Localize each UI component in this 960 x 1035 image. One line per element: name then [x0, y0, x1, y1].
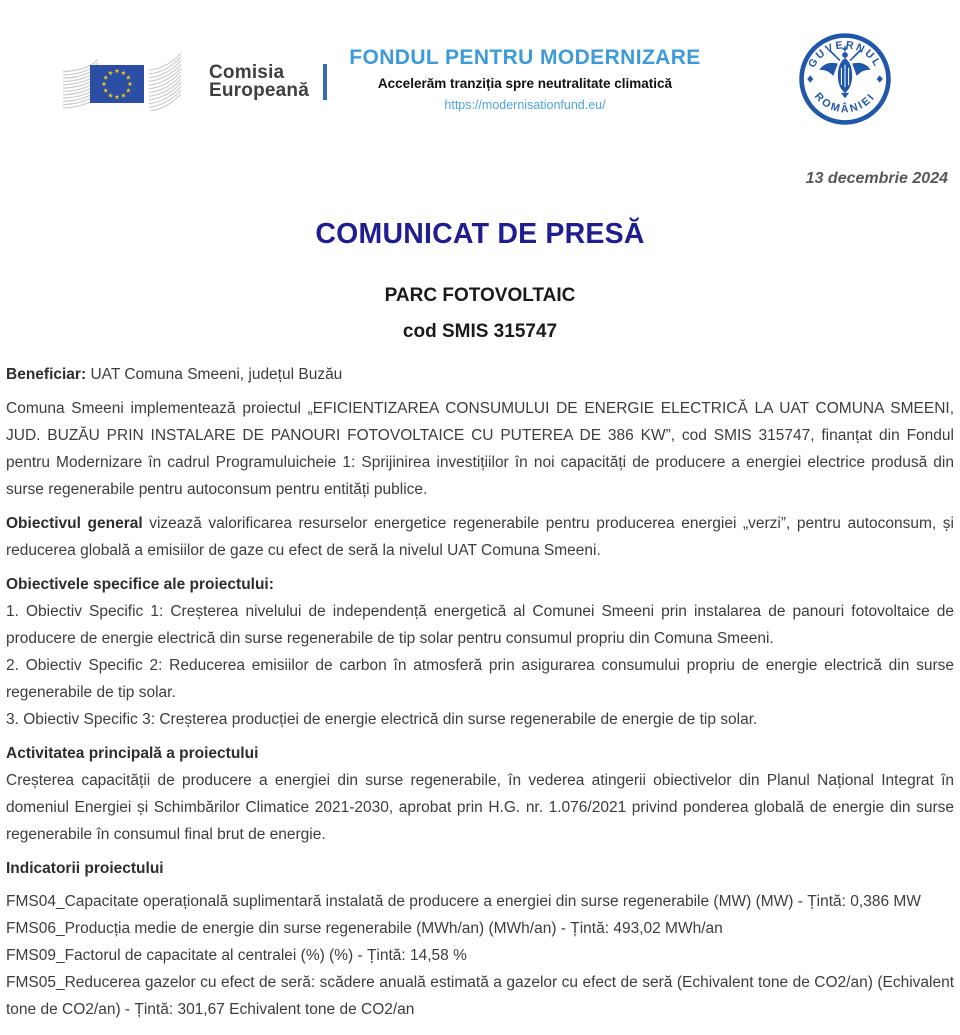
project-name-subtitle: PARC FOTOVOLTAIC: [384, 285, 576, 306]
fund-url-link[interactable]: https://modernisationfund.eu/: [444, 98, 606, 112]
fund-subtitle: Accelerăm tranziția spre neutralitate climatică: [377, 76, 673, 91]
beneficiary-value: UAT Comuna Smeeni, județul Buzău: [90, 366, 343, 383]
general-objective-paragraph: [6, 510, 954, 564]
eu-logo-wordmark: [209, 61, 309, 101]
document-date: 13 decembrie 2024: [805, 170, 948, 187]
paragraph-text: Comuna Smeeni implementează proiectul „EFICIENTIZAREA CONSUMULUI DE ENERGIE ELECTRICĂ LA UAT COMUNA SMEENI, JUD. BUZĂU PRIN INSTALARE DE PANOURI FOTOVOLTAICE CU PUTEREA DE 386 KW”, cod SMIS 315747, finanțat din Fondul pentru Modernizare în cadrul Programuluicheie 1: Sprijinirea investițiilor în noi capacități de producere a energiei electrice produsă din surse regenerabile pentru autoconsum pentru entități publice.: [6, 400, 954, 498]
specific-objective-item: 1. Obiectiv Specific 1: Creșterea nivelului de independență energetică al Comunei Smeeni prin instalarea de panouri fotovoltaice de producere de energie electrică din surse regenerabile de tip solar pentru consumul propriu din Comuna Smeeni.: [6, 603, 954, 647]
modernisation-fund-header: [330, 46, 720, 112]
general-objective-text: vizează valorificarea resurselor energetice regenerabile pentru producerea energiei „verzi”, pentru autoconsum, și reducerea globală a emisiilor de gaze cu efect de seră la nivelul UAT Comuna Smeeni.: [6, 515, 954, 559]
indicators-heading: Indicatorii proiectului: [6, 860, 164, 877]
svg-text:★: ★: [120, 92, 127, 100]
beneficiary-line: [6, 361, 954, 388]
eu-logo-text-line1: Comisia: [209, 61, 285, 83]
svg-text:★: ★: [127, 81, 133, 89]
page-title: COMUNICAT DE PRESĂ: [315, 218, 645, 250]
main-activity-heading: Activitatea principală a proiectului: [6, 745, 259, 762]
svg-text:★: ★: [114, 94, 120, 102]
svg-text:★: ★: [120, 69, 127, 77]
svg-text:★: ★: [107, 69, 114, 77]
fund-title: FONDUL PENTRU MODERNIZARE: [349, 46, 701, 69]
document-body: [0, 361, 960, 1023]
document-header: [0, 0, 960, 148]
specific-objective-item: 2. Obiectiv Specific 2: Reducerea emisiilor de carbon în atmosferă prin asigurarea consumului propriu de energie electrică din surse regenerabile de tip solar.: [6, 657, 954, 701]
beneficiary-label: Beneficiar:: [6, 366, 87, 383]
european-commission-logo: [63, 53, 327, 111]
svg-text:★: ★: [101, 81, 107, 89]
romanian-government-seal-icon: [799, 33, 891, 125]
specific-objectives-section: [6, 571, 954, 733]
indicator-item: FMS06_Producția medie de energie din surse regenerabile (MWh/an) (MWh/an) - Țintă: 493,02 MWh/an: [6, 920, 723, 937]
svg-text:★: ★: [102, 87, 109, 95]
indicator-item: FMS04_Capacitate operațională suplimentară instalată de producere a energiei din surse regenerabile (MW) (MW) - Țintă: 0,386 MW: [6, 893, 921, 910]
eu-logo-text-line2: Europeană: [209, 80, 309, 101]
indicator-item: FMS09_Factorul de capacitate al centralei (%) (%) - Țintă: 14,58 %: [6, 947, 467, 964]
indicators-section: [6, 855, 954, 1023]
specific-objectives-heading: Obiectivele specifice ale proiectului:: [6, 576, 274, 593]
specific-objective-item: 3. Obiectiv Specific 3: Creșterea producției de energie electrică din surse regenerabile de energie de tip solar.: [6, 711, 758, 728]
gov-seal-bottom-text: ROMÂNIEI: [811, 90, 879, 116]
eu-logo-divider-bar: [323, 64, 327, 100]
project-description-paragraph: [6, 395, 954, 503]
svg-text:★: ★: [125, 87, 132, 95]
eu-flag-icon: [63, 53, 195, 111]
general-objective-label: Obiectivul general: [6, 515, 143, 532]
svg-text:★: ★: [102, 74, 109, 82]
gov-seal-top-text: GUVERNUL: [806, 39, 884, 71]
main-activity-text: Creșterea capacității de producere a energiei din surse regenerabile, în vederea atingerii obiectivelor din Planul Național Integrat în domeniul Energiei și Schimbărilor Climatice 2021-2030, aprobat prin H.G. nr. 1.076/2021 privind ponderea globală de energie din surse regenerabile în consumul final brut de energie.: [6, 772, 954, 843]
svg-text:★: ★: [125, 74, 132, 82]
svg-text:★: ★: [107, 92, 114, 100]
svg-text:★: ★: [114, 68, 120, 76]
smis-code-subtitle: cod SMIS 315747: [402, 321, 558, 342]
indicator-item: FMS05_Reducerea gazelor cu efect de seră: scădere anuală estimată a gazelor cu efect de seră (Echivalent tone de CO2/an) (Echivalent tone de CO2/an) - Țintă: 301,67 Echivalent tone de CO2/an: [6, 974, 954, 1018]
main-activity-section: [6, 740, 954, 848]
